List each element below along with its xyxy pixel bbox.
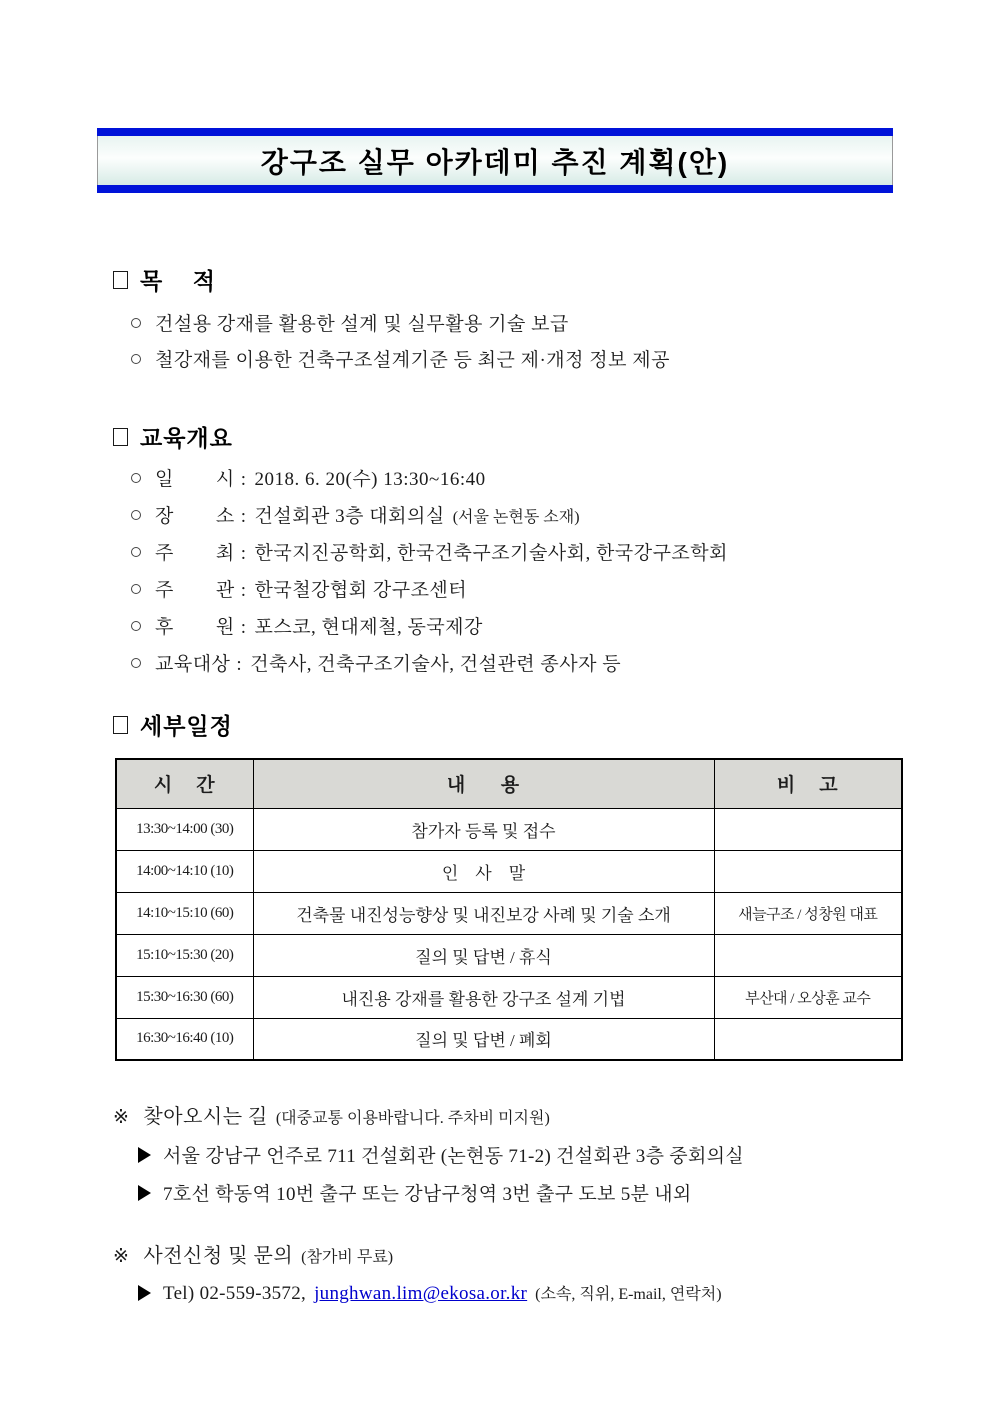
directions-title: 찾아오시는 길 xyxy=(143,1106,268,1128)
colon: : xyxy=(236,654,243,675)
colon: : xyxy=(240,617,247,638)
overview-item-label: 주 최 xyxy=(155,543,235,564)
circle-bullet-icon xyxy=(131,354,141,364)
cell-time: 13:30~14:00 (30) xyxy=(116,808,253,850)
overview-item-label: 후 원 xyxy=(155,617,235,638)
cell-note xyxy=(714,1018,902,1060)
table-row xyxy=(116,892,902,934)
contact-title: 사전신청 및 문의 xyxy=(143,1245,294,1267)
colon: : xyxy=(240,469,247,490)
directions-item-text: 서울 강남구 언주로 711 건설회관 (논현동 71-2) 건설회관 3층 중회의실 xyxy=(163,1146,744,1167)
col-header-note: 비 고 xyxy=(714,759,902,808)
cell-note: 새늘구조 / 성창원 대표 xyxy=(714,892,902,934)
title-banner xyxy=(97,128,893,193)
purpose-heading-label: 목 적 xyxy=(140,268,216,294)
reference-mark-icon: ※ xyxy=(113,1107,130,1128)
purpose-item-text: 건설용 강재를 활용한 설계 및 실무활용 기술 보급 xyxy=(155,314,569,335)
table-row xyxy=(116,850,902,892)
directions-title-note: (대중교통 이용바랍니다. 주차비 미지원) xyxy=(275,1110,550,1127)
directions-heading xyxy=(113,1100,550,1129)
cell-note xyxy=(714,850,902,892)
cell-content: 내진용 강재를 활용한 강구조 설계 기법 xyxy=(253,976,714,1018)
table-row xyxy=(116,976,902,1018)
circle-bullet-icon xyxy=(131,510,141,520)
directions-item xyxy=(138,1141,744,1168)
overview-item xyxy=(131,575,467,602)
purpose-item xyxy=(131,345,670,372)
arrow-bullet-icon xyxy=(138,1147,151,1163)
overview-item-value: 한국철강협회 강구조센터 xyxy=(254,580,468,601)
cell-note xyxy=(714,934,902,976)
overview-item xyxy=(131,649,621,676)
square-bullet-icon xyxy=(113,428,128,446)
overview-item xyxy=(131,612,483,639)
arrow-bullet-icon xyxy=(138,1185,151,1201)
overview-item-value: 건축사, 건축구조기술사, 건설관련 종사자 등 xyxy=(250,654,622,675)
schedule-table xyxy=(115,758,903,1061)
overview-item xyxy=(131,501,580,528)
overview-heading xyxy=(113,420,233,453)
cell-time: 15:10~15:30 (20) xyxy=(116,934,253,976)
cell-note xyxy=(714,808,902,850)
overview-item-note: (서울 논현동 소재) xyxy=(452,509,580,526)
overview-item-value: 한국지진공학회, 한국건축구조기술사회, 한국강구조학회 xyxy=(254,543,728,564)
colon: : xyxy=(240,506,247,527)
contact-tel-line xyxy=(138,1281,722,1305)
table-row xyxy=(116,1018,902,1060)
overview-item-value: 포스코, 현대제철, 동국제강 xyxy=(254,617,483,638)
schedule-header-row xyxy=(116,759,902,808)
overview-item-value: 2018. 6. 20(수) 13:30~16:40 xyxy=(254,469,486,490)
table-row xyxy=(116,808,902,850)
circle-bullet-icon xyxy=(131,318,141,328)
cell-time: 15:30~16:30 (60) xyxy=(116,976,253,1018)
overview-item-label: 주 관 xyxy=(155,580,235,601)
cell-content: 건축물 내진성능향상 및 내진보강 사례 및 기술 소개 xyxy=(253,892,714,934)
email-link[interactable]: junghwan.lim@ekosa.or.kr xyxy=(314,1283,528,1304)
contact-email-note: (소속, 직위, E-mail, 연락처) xyxy=(535,1286,722,1303)
cell-time: 14:10~15:10 (60) xyxy=(116,892,253,934)
banner-body xyxy=(97,136,893,185)
cell-note: 부산대 / 오상훈 교수 xyxy=(714,976,902,1018)
circle-bullet-icon xyxy=(131,621,141,631)
overview-item-label: 일 시 xyxy=(155,469,235,490)
cell-time: 14:00~14:10 (10) xyxy=(116,850,253,892)
square-bullet-icon xyxy=(113,271,128,289)
circle-bullet-icon xyxy=(131,473,141,483)
directions-item-text: 7호선 학동역 10번 출구 또는 강남구청역 3번 출구 도보 5분 내외 xyxy=(163,1184,692,1205)
overview-item xyxy=(131,538,728,565)
circle-bullet-icon xyxy=(131,584,141,594)
cell-content: 참가자 등록 및 접수 xyxy=(253,808,714,850)
cell-time: 16:30~16:40 (10) xyxy=(116,1018,253,1060)
purpose-item xyxy=(131,309,569,336)
page-title: 강구조 실무 아카데미 추진 계획(안) xyxy=(260,146,730,178)
schedule-heading-label: 세부일정 xyxy=(140,713,233,739)
purpose-item-text: 철강재를 이용한 건축구조설계기준 등 최근 제·개정 정보 제공 xyxy=(155,350,670,371)
banner-bottom-bar xyxy=(97,185,893,193)
contact-heading xyxy=(113,1239,393,1268)
table-row xyxy=(116,934,902,976)
overview-item-label: 교육대상 xyxy=(155,654,231,675)
reference-mark-icon: ※ xyxy=(113,1246,130,1267)
purpose-heading xyxy=(113,263,216,296)
colon: : xyxy=(240,543,247,564)
col-header-time: 시 간 xyxy=(116,759,253,808)
square-bullet-icon xyxy=(113,716,128,734)
cell-content: 질의 및 답변 / 휴식 xyxy=(253,934,714,976)
arrow-bullet-icon xyxy=(138,1285,151,1301)
contact-tel: Tel) 02-559-3572, xyxy=(163,1283,307,1304)
banner-top-bar xyxy=(97,128,893,136)
cell-content: 질의 및 답변 / 폐회 xyxy=(253,1018,714,1060)
circle-bullet-icon xyxy=(131,658,141,668)
overview-item-value: 건설회관 3층 대회의실 xyxy=(254,506,445,527)
directions-item xyxy=(138,1179,692,1206)
overview-item-label: 장 소 xyxy=(155,506,235,527)
col-header-content: 내 용 xyxy=(253,759,714,808)
contact-title-note: (참가비 무료) xyxy=(301,1249,394,1266)
overview-heading-label: 교육개요 xyxy=(140,425,233,451)
circle-bullet-icon xyxy=(131,547,141,557)
colon: : xyxy=(240,580,247,601)
cell-content: 인 사 말 xyxy=(253,850,714,892)
overview-item xyxy=(131,464,486,491)
schedule-heading xyxy=(113,708,233,741)
